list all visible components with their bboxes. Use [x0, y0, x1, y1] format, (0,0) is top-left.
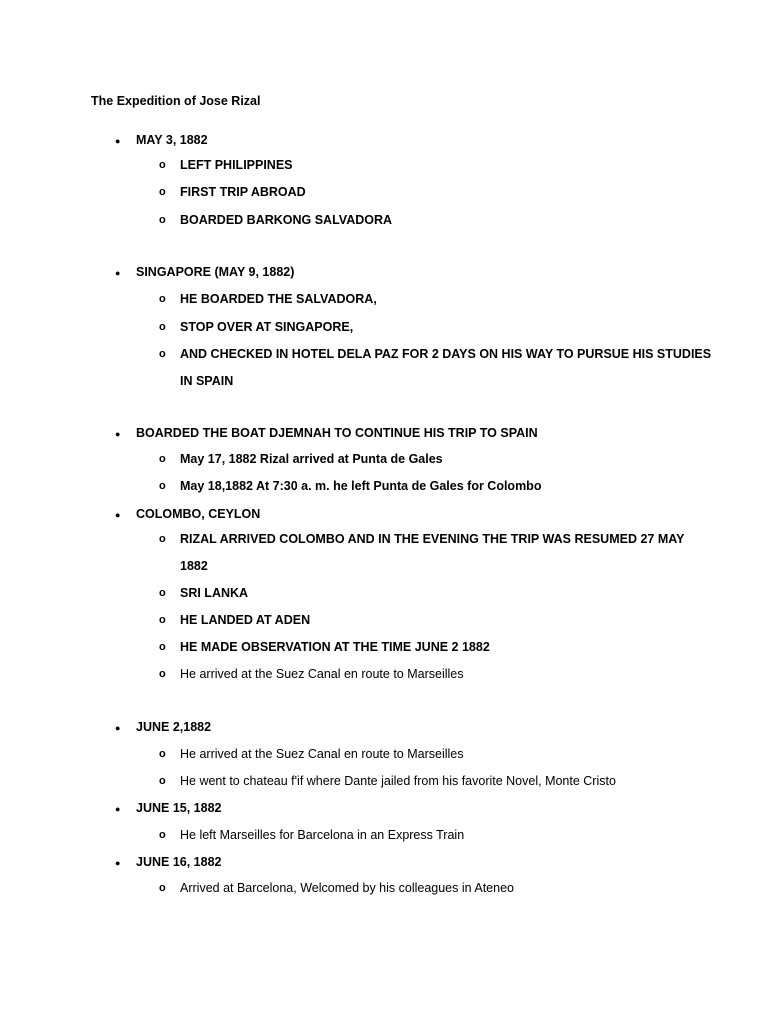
item-text: He left Marseilles for Barcelona in an Express Train	[180, 828, 465, 842]
item-text: HE MADE OBSERVATION AT THE TIME JUNE 2 1882	[180, 640, 490, 654]
sub-bullet-icon: o	[159, 214, 166, 226]
bullet-icon: ●	[115, 510, 121, 520]
item-text: He arrived at the Suez Canal en route to Marseilles	[180, 667, 464, 681]
item-text: HE LANDED AT ADEN	[180, 613, 311, 627]
sub-bullet-icon: o	[159, 882, 166, 894]
sub-bullet-icon: o	[159, 829, 166, 841]
item-text: He went to chateau f'if where Dante jailed from his favorite Novel, Monte Cristo	[180, 774, 616, 788]
sub-bullet-icon: o	[159, 159, 166, 171]
bullet-icon: ●	[115, 136, 121, 146]
heading-text: COLOMBO, CEYLON	[136, 507, 261, 521]
sub-bullet-icon: o	[159, 533, 166, 545]
heading-text: JUNE 2,1882	[136, 720, 212, 734]
heading-text: SINGAPORE (MAY 9, 1882)	[136, 265, 295, 279]
item-text: IN SPAIN	[180, 374, 234, 388]
item-text: May 18,1882 At 7:30 a. m. he left Punta de Gales for Colombo	[180, 479, 542, 493]
sub-bullet-icon: o	[159, 614, 166, 626]
document-title: The Expedition of Jose Rizal	[91, 94, 261, 108]
bullet-icon: ●	[115, 723, 121, 733]
bullet-icon: ●	[115, 268, 121, 278]
item-text: RIZAL ARRIVED COLOMBO AND IN THE EVENING THE TRIP WAS RESUMED 27 MAY	[180, 532, 685, 546]
sub-bullet-icon: o	[159, 348, 166, 360]
sub-bullet-icon: o	[159, 453, 166, 465]
item-text: 1882	[180, 559, 208, 573]
heading-text: BOARDED THE BOAT DJEMNAH TO CONTINUE HIS TRIP TO SPAIN	[136, 426, 538, 440]
sub-bullet-icon: o	[159, 775, 166, 787]
item-text: LEFT PHILIPPINES	[180, 158, 293, 172]
bullet-icon: ●	[115, 804, 121, 814]
item-text: Arrived at Barcelona, Welcomed by his colleagues in Ateneo	[180, 881, 514, 895]
item-text: SRI LANKA	[180, 586, 249, 600]
heading-text: JUNE 16, 1882	[136, 855, 222, 869]
bullet-icon: ●	[115, 858, 121, 868]
item-text: STOP OVER AT SINGAPORE,	[180, 320, 354, 334]
item-text: May 17, 1882 Rizal arrived at Punta de Gales	[180, 452, 443, 466]
sub-bullet-icon: o	[159, 641, 166, 653]
item-text: FIRST TRIP ABROAD	[180, 185, 306, 199]
sub-bullet-icon: o	[159, 480, 166, 492]
sub-bullet-icon: o	[159, 587, 166, 599]
sub-bullet-icon: o	[159, 293, 166, 305]
sub-bullet-icon: o	[159, 321, 166, 333]
bullet-icon: ●	[115, 429, 121, 439]
heading-text: MAY 3, 1882	[136, 133, 208, 147]
sub-bullet-icon: o	[159, 186, 166, 198]
item-text: HE BOARDED THE SALVADORA,	[180, 292, 377, 306]
sub-bullet-icon: o	[159, 668, 166, 680]
item-text: AND CHECKED IN HOTEL DELA PAZ FOR 2 DAYS ON HIS WAY TO PURSUE HIS STUDIES	[180, 347, 712, 361]
item-text: BOARDED BARKONG SALVADORA	[180, 213, 393, 227]
sub-bullet-icon: o	[159, 748, 166, 760]
heading-text: JUNE 15, 1882	[136, 801, 222, 815]
item-text: He arrived at the Suez Canal en route to Marseilles	[180, 747, 464, 761]
